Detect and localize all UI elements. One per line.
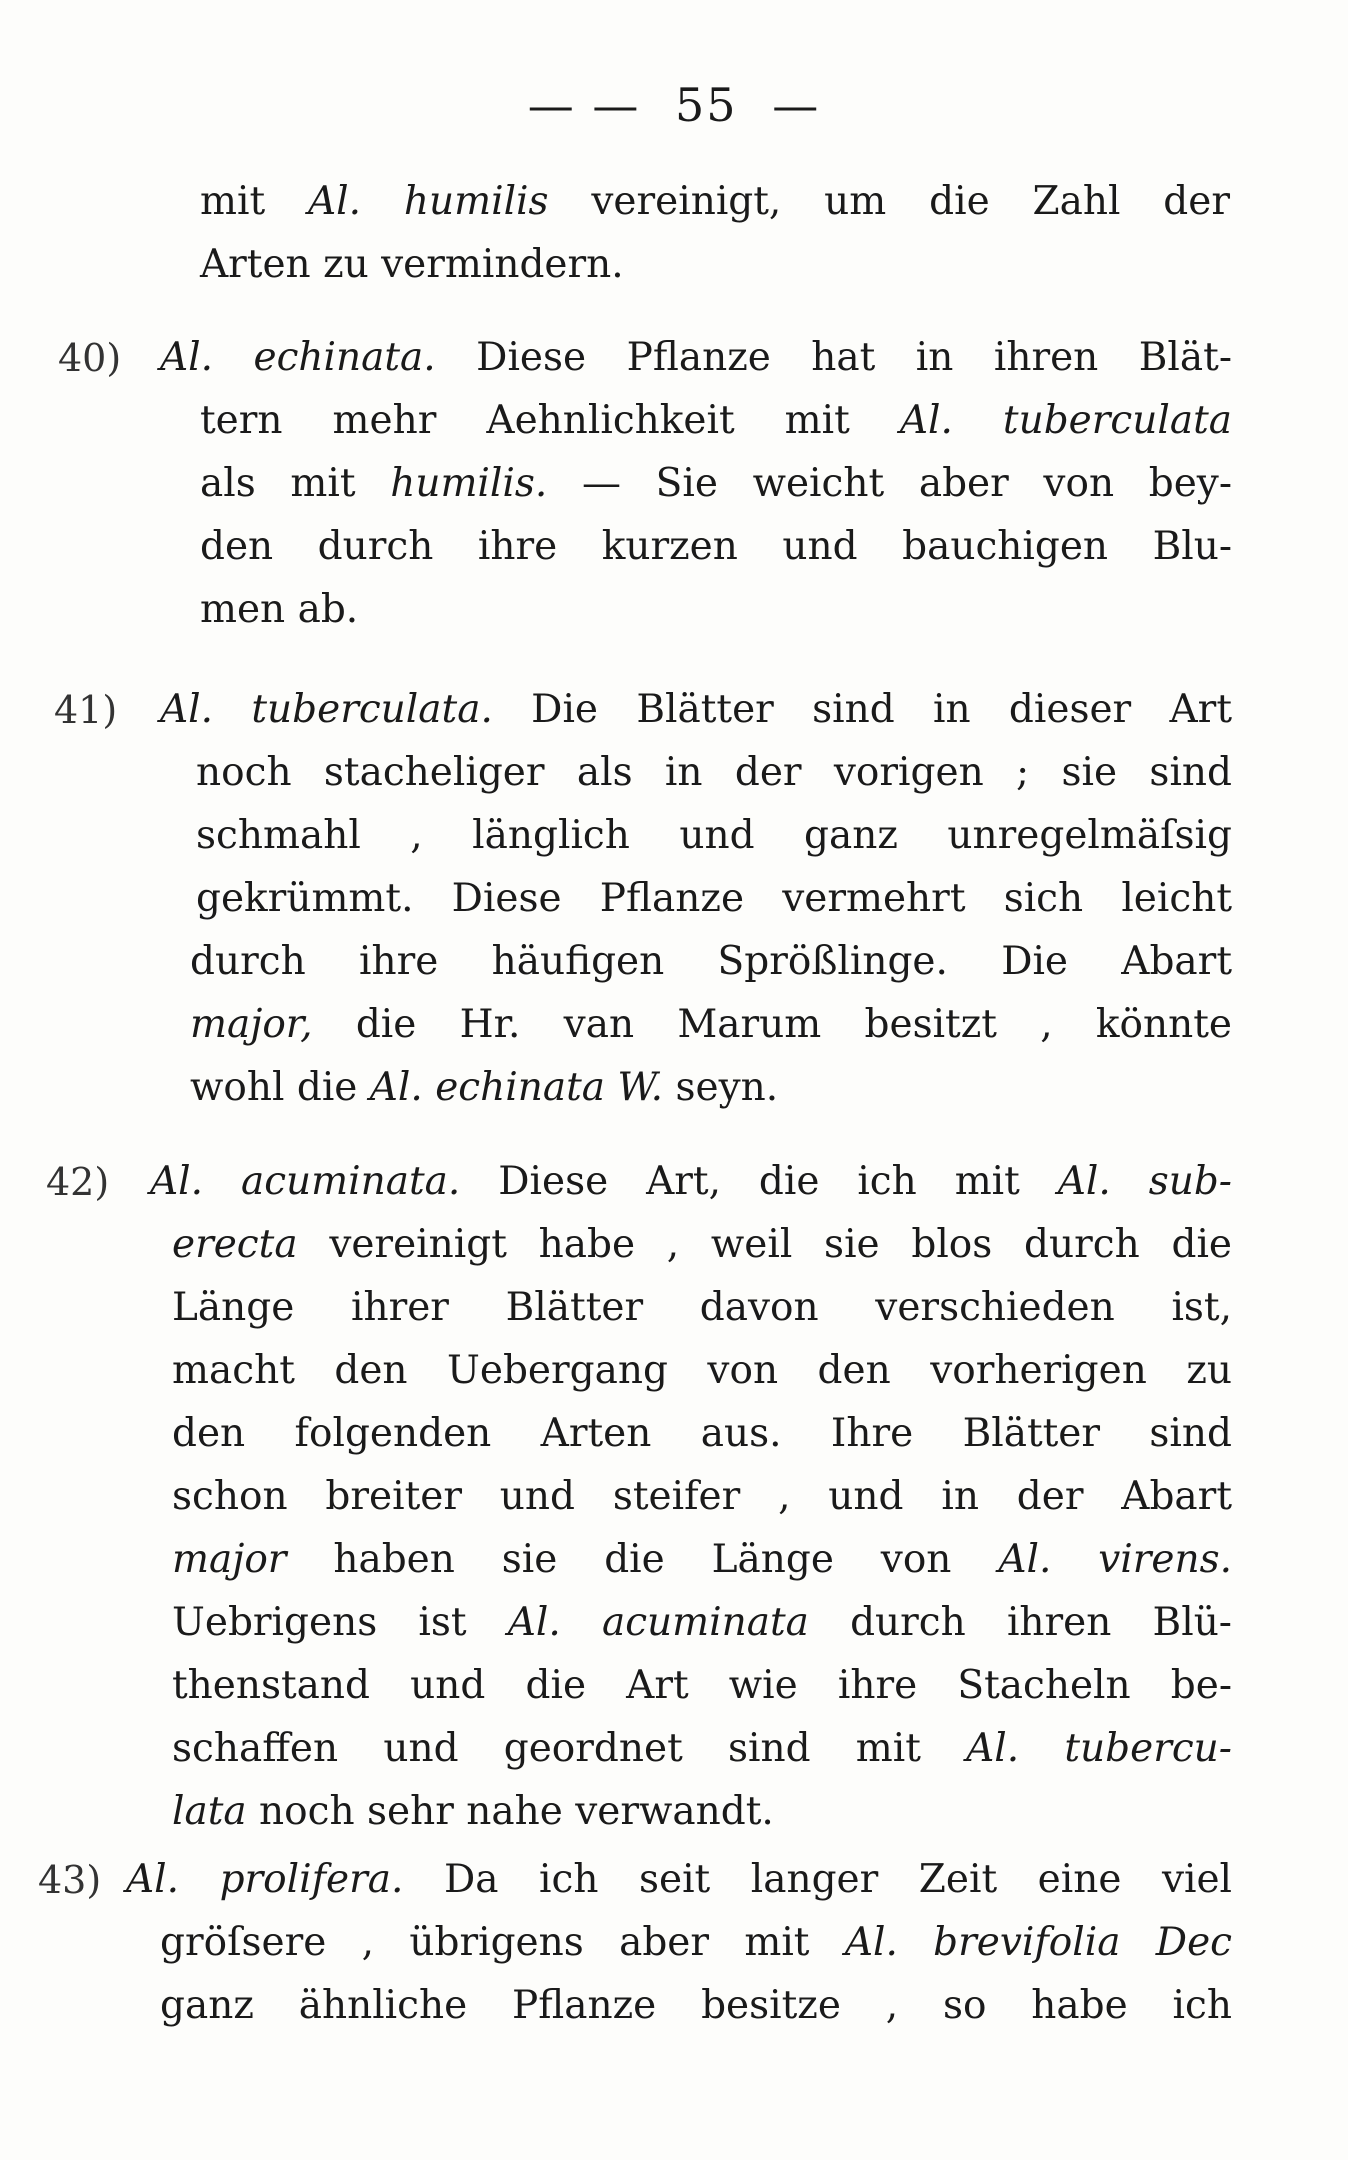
- page-number: 55: [675, 78, 738, 132]
- text-line: mit Al. humilis vereinigt, um die Zahl der: [200, 179, 1230, 224]
- text-line: Al. acuminata. Diese Art, die ich mit Al. sub-: [150, 1159, 1232, 1204]
- text-line: schon breiter und steifer , und in der Abart: [172, 1474, 1232, 1519]
- entry-number: 40): [58, 336, 122, 380]
- entry-paragraph: [126, 1848, 1232, 2037]
- entry-number: 41): [54, 688, 118, 732]
- text-line: thenstand und die Art wie ihre Stacheln be-: [172, 1663, 1232, 1708]
- text-line: macht den Uebergang von den vorherigen zu: [172, 1348, 1232, 1393]
- text-line: gekrümmt. Diese Pflanze vermehrt sich leicht: [196, 876, 1232, 921]
- text-line: als mit humilis. — Sie weicht aber von bey-: [200, 461, 1232, 506]
- entry-number: 42): [46, 1160, 110, 1204]
- intro-paragraph: [200, 170, 1230, 296]
- text-line: Arten zu vermindern.: [200, 242, 624, 287]
- text-line: Uebrigens ist Al. acuminata durch ihren Blü-: [172, 1600, 1232, 1645]
- text-line: wohl die Al. echinata W. seyn.: [190, 1065, 779, 1110]
- header-dash-left: — —: [527, 78, 641, 132]
- text-line: den folgenden Arten aus. Ihre Blätter sind: [172, 1411, 1232, 1456]
- entry-number: 43): [38, 1858, 102, 1902]
- entry-paragraph: [160, 326, 1232, 641]
- text-line: gröſsere , übrigens aber mit Al. brevifolia Dec: [160, 1920, 1232, 1965]
- entry-paragraph: [160, 678, 1232, 1119]
- text-line: schmahl , länglich und ganz unregelmäſsig: [196, 813, 1232, 858]
- text-line: Al. prolifera. Da ich seit langer Zeit eine viel: [126, 1857, 1233, 1902]
- text-line: den durch ihre kurzen und bauchigen Blu-: [200, 524, 1232, 569]
- text-line: lata noch sehr nahe verwandt.: [172, 1789, 774, 1834]
- text-line: men ab.: [200, 587, 359, 632]
- text-line: Al. tuberculata. Die Blätter sind in dieser Art: [160, 687, 1232, 732]
- page-header: [0, 78, 1348, 132]
- text-line: Länge ihrer Blätter davon verschieden ist,: [172, 1285, 1232, 1330]
- text-line: schaffen und geordnet sind mit Al. tubercu-: [172, 1726, 1232, 1771]
- text-line: major haben sie die Länge von Al. virens.: [172, 1537, 1232, 1582]
- text-line: erecta vereinigt habe , weil sie blos durch die: [172, 1222, 1232, 1267]
- header-dash-right: —: [772, 78, 821, 132]
- text-line: major, die Hr. van Marum besitzt , könnte: [190, 1002, 1232, 1047]
- text-line: ganz ähnliche Pflanze besitze , so habe ich: [160, 1983, 1232, 2028]
- text-line: durch ihre häufigen Sprößlinge. Die Abart: [190, 939, 1232, 984]
- text-line: tern mehr Aehnlichkeit mit Al. tuberculata: [200, 398, 1232, 443]
- entry-paragraph: [150, 1150, 1232, 1843]
- text-line: Al. echinata. Diese Pflanze hat in ihren Blät-: [160, 335, 1232, 380]
- text-line: noch stacheliger als in der vorigen ; sie sind: [196, 750, 1232, 795]
